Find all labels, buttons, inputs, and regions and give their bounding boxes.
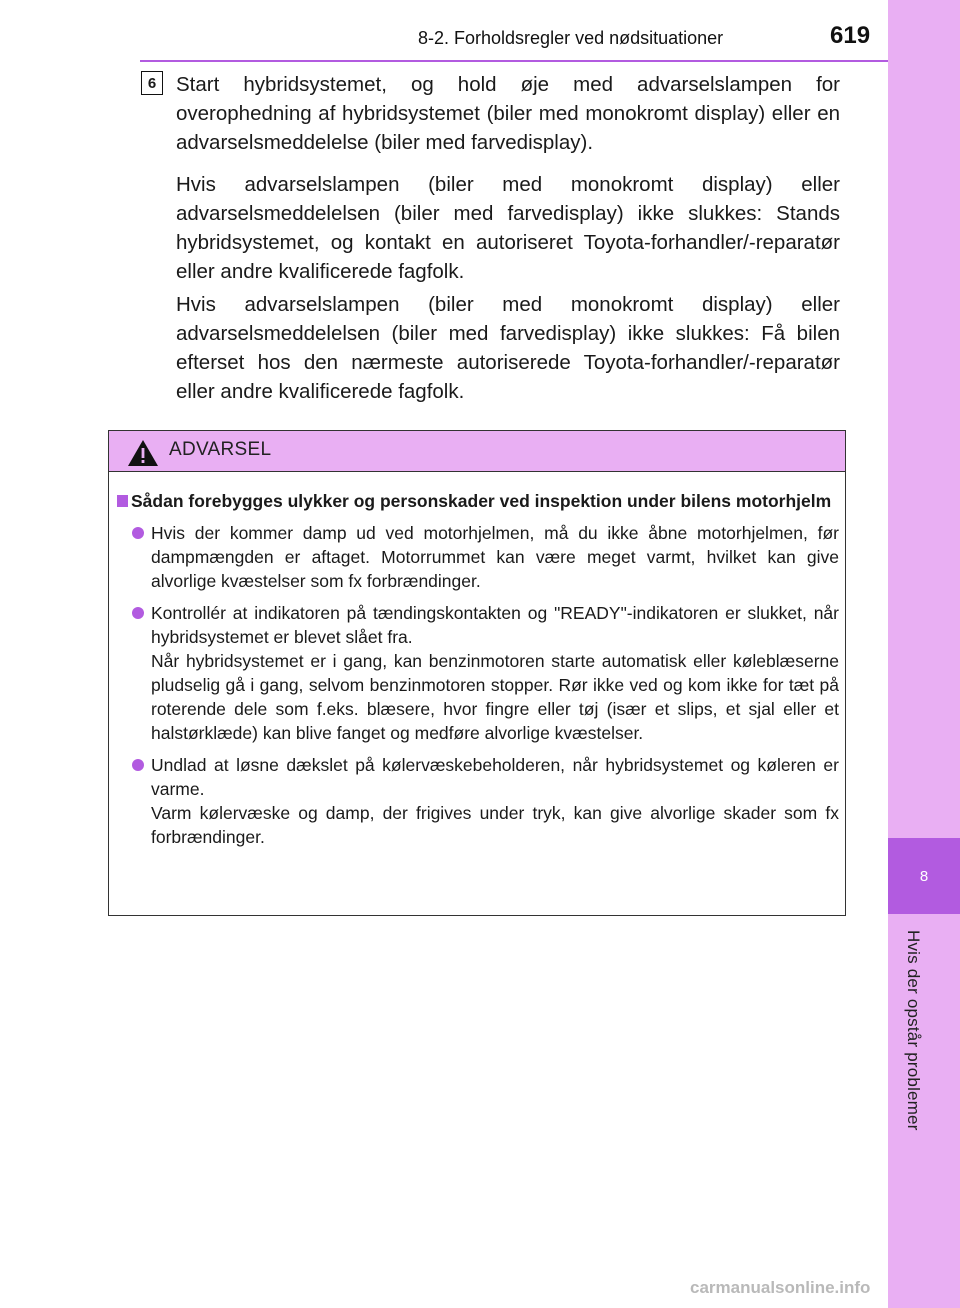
circle-bullet-icon xyxy=(132,759,144,771)
warning-header xyxy=(109,431,845,472)
step-paragraph-3: Hvis advarselslampen (biler med monokromt display) eller advarselsmeddelelsen (biler med farvedisplay) ikke slukkes: Få bilen efterset hos den nærmeste autoriserede Toyota-forhandler/-reparatør eller andre kvalificerede fagfolk. xyxy=(176,293,840,403)
warning-content xyxy=(117,489,839,849)
chapter-label: Hvis der opstår problemer xyxy=(904,930,923,1131)
section-title: 8-2. Forholdsregler ved nødsituationer xyxy=(418,28,724,48)
warning-item: Undlad at løsne dækslet på kølervæskebeholderen, når hybridsystemet og køleren er varme. Varm kølervæske og damp, der frigives under tryk, kan give alvorlige skader som fx forbrændinger. xyxy=(117,753,839,849)
warning-box xyxy=(108,430,846,916)
page-number: 619 xyxy=(830,22,871,49)
warning-item: Kontrollér at indikatoren på tændingskontakten og "READY"-indikatoren er slukket, når hybridsystemet er blevet slået fra. Når hybridsystemet er i gang, kan benzinmotoren starte automatisk eller køleblæserne pludselig gå i gang, selvom benzinmotoren stopper. Rør ikke ved og kom ikke for tæt på roterende dele som f.eks. blæsere, hvor fingre eller tøj (især et slips, et sjal eller et halstørklæde) kan blive fanget og medføre alvorlige kvæstelser. xyxy=(117,601,839,745)
square-bullet-icon xyxy=(117,495,128,507)
step-paragraph-2: Hvis advarselslampen (biler med monokromt display) eller advarselsmeddelelsen (biler med farvedisplay) ikke slukkes: Stands hybridsystemet, og kontakt en autoriseret Toyota-forhandler/-reparatør eller andre kvalificerede fagfolk. xyxy=(176,173,840,283)
warning-triangle-icon xyxy=(127,439,159,467)
warning-heading: Sådan forebygges ulykker og personskader ved inspektion under bilens motorhjelm xyxy=(117,489,839,513)
header-divider xyxy=(140,60,888,62)
watermark: carmanualsonline.info xyxy=(690,1278,871,1297)
chapter-number: 8 xyxy=(888,838,960,914)
warning-title: ADVARSEL xyxy=(169,439,272,460)
step-number-badge: 6 xyxy=(141,71,163,95)
circle-bullet-icon xyxy=(132,527,144,539)
step-paragraph-1: Start hybridsystemet, og hold øje med advarselslampen for overophedning af hybridsystemet (biler med monokromt display) eller en advarselsmeddelelse (biler med farvedisplay). xyxy=(176,73,840,154)
warning-item: Hvis der kommer damp ud ved motorhjelmen, må du ikke åbne motorhjelmen, før dampmængden er aftaget. Motorrummet kan være meget varmt, hvilket kan give alvorlige kvæstelser som fx forbrændinger. xyxy=(117,521,839,593)
circle-bullet-icon xyxy=(132,607,144,619)
